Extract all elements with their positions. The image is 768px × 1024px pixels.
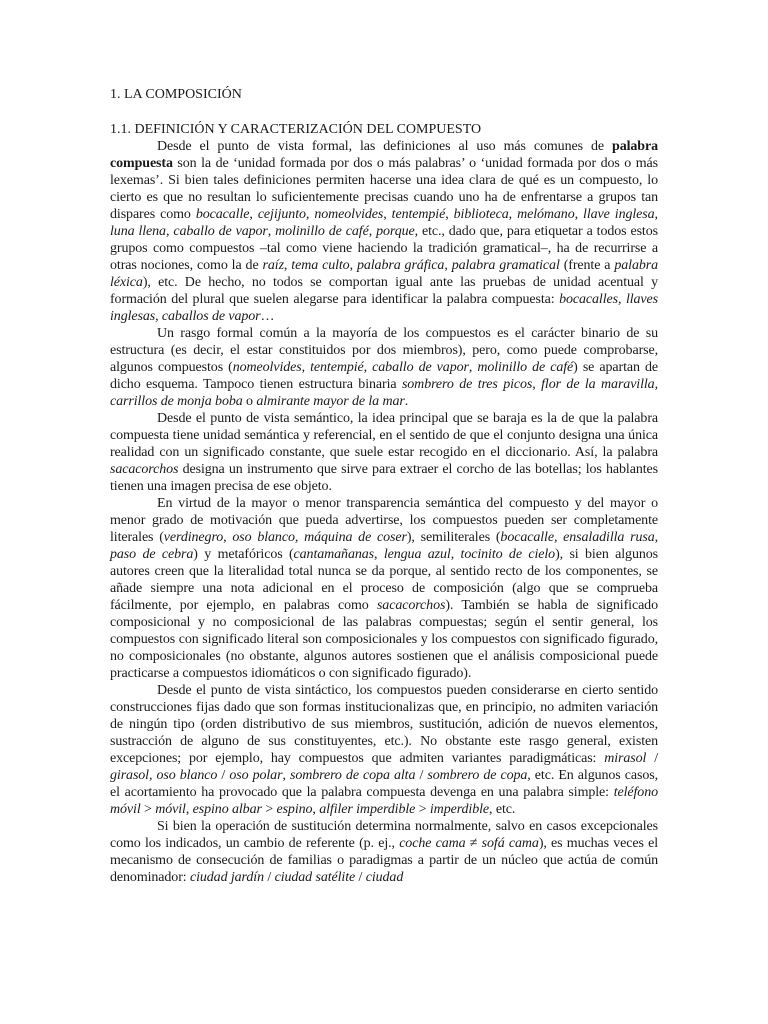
- italic-term: nomeolvides: [232, 360, 302, 375]
- italic-term: sombrero de copa: [427, 768, 528, 783]
- text-run: Desde el punto de vista sintáctico, los compuestos pueden considerarse en cierto sentido construcciones fijas dado que son formas institucionalizas que, en principio, no admiten variación de ningún tipo (orden distributivo de sus miembros, sustitución, adición de nuevos elementos, sustracción de alguno de sus constituyentes, etc.). No obstante este rasgo general, existen excepciones; por ejemplo, hay compuestos que admiten variantes paradigmáticas:: [110, 683, 658, 766]
- text-run: ) y metafóricos (: [193, 547, 294, 562]
- text-run: ,: [282, 768, 290, 783]
- text-run: ,: [155, 309, 162, 324]
- italic-term: molinillo de café: [275, 224, 369, 239]
- italic-term: bocacalle: [500, 530, 554, 545]
- text-run: ,: [267, 224, 276, 239]
- italic-term: caballo de vapor: [372, 360, 469, 375]
- italic-term: oso blanco: [156, 768, 218, 783]
- italic-term: mirasol: [604, 751, 647, 766]
- italic-term: ensaladilla rusa: [563, 530, 655, 545]
- italic-term: oso polar: [229, 768, 283, 783]
- text-run: ,: [383, 207, 392, 222]
- italic-term: cantamañanas: [293, 547, 375, 562]
- text-run: , etc., dado que, para etiquetar a todos estos grupos como compuestos –tal como viene haciendo la tradición gramatical–, ha de recurrirse a otras nociones, como la de: [110, 224, 658, 273]
- italic-term: tentempié: [391, 207, 446, 222]
- italic-term: bocacalle: [195, 207, 250, 222]
- italic-term: flor de la maravilla: [541, 377, 655, 392]
- text-run: …: [260, 309, 275, 324]
- text-run: ,: [301, 360, 311, 375]
- text-run: ). También se habla de significado composicional y no composicional de las palabras compuestas; según el sentir general, los compuestos con significado literal son composicionales y los compuestos con significado figurado, no composicionales (no obstante, algunos autores sostienen que el análisis composicional puede practicarse a compuestos idiomáticos o con significado figurado).: [110, 598, 658, 681]
- text-run: ,: [654, 530, 658, 545]
- text-run: ,: [249, 207, 258, 222]
- text-run: ,: [617, 292, 626, 307]
- italic-term: sacacorchos: [376, 598, 446, 613]
- italic-term: oso blanco: [232, 530, 295, 545]
- paragraph-syntactic: [110, 682, 658, 818]
- text-run: ,: [294, 530, 305, 545]
- text-run: ,: [283, 258, 292, 273]
- text-run: ,: [165, 224, 174, 239]
- text-run: /: [355, 870, 366, 885]
- text-run: ,: [574, 207, 584, 222]
- paragraph-formal: [110, 138, 658, 325]
- italic-term: lengua azul: [383, 547, 451, 562]
- text-run: designa un instrumento que sirve para extraer el corcho de las botellas; los hablantes tienen una imagen precisa de ese objeto.: [110, 462, 658, 494]
- text-run: ,: [374, 547, 384, 562]
- text-run: ), es muchas veces el mecanismo de consecución de familias o paradigmas a partir de un núcleo que actúa de común denominador:: [110, 836, 658, 885]
- italic-term: sombrero de copa alta: [289, 768, 416, 783]
- italic-term: girasol: [110, 768, 149, 783]
- text-run: ,: [450, 547, 461, 562]
- text-run: /: [263, 870, 275, 885]
- italic-term: nomeolvides: [314, 207, 384, 222]
- text-run: (frente a: [559, 258, 615, 273]
- text-run: ,: [508, 207, 518, 222]
- text-run: ,: [468, 360, 478, 375]
- text-run: .: [404, 394, 409, 409]
- italic-term: raíz: [262, 258, 284, 273]
- body-text: [110, 138, 658, 886]
- text-run: ≠: [465, 836, 482, 851]
- text-run: >: [140, 802, 156, 817]
- text-run: ,: [305, 207, 315, 222]
- text-run: En virtud de la mayor o menor transparencia semántica del compuesto y del mayor o menor grado de motivación que pueda advertirse, los compuestos pueden ser completamente literales (: [110, 496, 658, 545]
- text-run: Si bien la operación de sustitución determina normalmente, salvo en casos excepcionales como los indicados, un cambio de referente (p. ej.,: [110, 819, 658, 851]
- text-run: Desde el punto de vista formal, las definiciones al uso más comunes de: [157, 139, 613, 154]
- italic-term: carrillos de monja boba: [110, 394, 243, 409]
- italic-term: tentempié: [310, 360, 364, 375]
- italic-term: melómano: [517, 207, 575, 222]
- italic-term: palabra gráfica: [356, 258, 445, 273]
- paragraph-semantic: [110, 410, 658, 495]
- italic-term: molinillo de café: [477, 360, 574, 375]
- text-run: , etc.: [489, 802, 516, 817]
- italic-term: caballos de vapor: [161, 309, 261, 324]
- text-run: ,: [444, 258, 452, 273]
- text-run: ) se apartan de dicho esquema. Tampoco tienen estructura binaria: [110, 360, 658, 392]
- text-run: Desde el punto de vista semántico, la idea principal que se baraja es la de que la palabra compuesta tiene unidad semántica y referencial, en el sentido de que el conjunto designa una única realidad con un significado constante, que suele estar recogido en el diccionario. Así, la palabra: [110, 411, 658, 460]
- italic-term: llaves inglesas: [110, 292, 658, 324]
- text-run: ,: [445, 207, 454, 222]
- text-run: ,: [312, 802, 320, 817]
- text-run: >: [415, 802, 430, 817]
- text-run: ,: [185, 802, 193, 817]
- italic-term: verdinegro: [163, 530, 224, 545]
- italic-term: alfiler imperdible: [319, 802, 416, 817]
- italic-term: luna llena: [110, 224, 166, 239]
- italic-term: espino albar: [192, 802, 262, 817]
- italic-term: sacacorchos: [110, 462, 179, 477]
- italic-term: palabra léxica: [110, 258, 658, 290]
- italic-term: espino: [276, 802, 313, 817]
- paragraph-binary-structure: [110, 325, 658, 410]
- subsection-heading: 1.1. DEFINICIÓN Y CARACTERIZACIÓN DEL COMPUESTO: [110, 122, 482, 137]
- text-run: ,: [654, 207, 658, 222]
- text-run: ,: [532, 377, 542, 392]
- italic-term: móvil: [155, 802, 186, 817]
- italic-term: biblioteca: [453, 207, 509, 222]
- italic-term: cejijunto: [257, 207, 306, 222]
- text-run: ,: [368, 224, 377, 239]
- text-run: Un rasgo formal común a la mayoría de los compuestos es el carácter binario de su estructura (es decir, el estar constituidos por dos miembros), pero, como puede comprobarse, algunos compuestos (: [110, 326, 658, 375]
- text-run: son la de ‘unidad formada por dos o más palabras’ o ‘unidad formada por dos o más lexemas’. Si bien tales definiciones permiten hacerse una idea clara de qué es un compuesto, lo cierto es que no resultan lo suficientemente precisas cuando uno ha de enfrentarse a grupos tan dispares como: [110, 156, 658, 222]
- paragraph-transparency: [110, 495, 658, 682]
- italic-term: sombrero de tres picos: [401, 377, 533, 392]
- text-run: ,: [363, 360, 373, 375]
- italic-term: ciudad satélite: [274, 870, 356, 885]
- italic-term: palabra gramatical: [451, 258, 560, 273]
- italic-term: almirante mayor de la mar: [256, 394, 405, 409]
- italic-term: tocinito de cielo: [460, 547, 556, 562]
- italic-term: coche cama: [399, 836, 466, 851]
- text-run: ,: [553, 530, 564, 545]
- paragraph-substitution: [110, 818, 658, 886]
- text-run: ), semiliterales (: [406, 530, 501, 545]
- italic-term: porque: [376, 224, 415, 239]
- section-heading: 1. LA COMPOSICIÓN: [110, 87, 242, 102]
- italic-term: máquina de coser: [304, 530, 407, 545]
- text-run: ,: [223, 530, 233, 545]
- text-run: /: [415, 768, 428, 783]
- italic-term: teléfono móvil: [110, 785, 658, 817]
- text-run: ), si bien algunos autores creen que la literalidad total nunca se da porque, al sentido recto de los componentes, se añade siempre una nota adicional en el proceso de composición (algo que se comprueba fácilmente, por ejemplo, en palabras como: [110, 547, 658, 613]
- italic-term: ciudad jardín: [189, 870, 264, 885]
- italic-term: paso de cebra: [110, 547, 194, 562]
- text-run: /: [646, 751, 658, 766]
- text-run: , etc. En algunos casos, el acortamiento ha provocado que la palabra compuesta devenga en una palabra simple:: [110, 768, 658, 800]
- italic-term: sofá cama: [481, 836, 539, 851]
- italic-term: tema culto: [291, 258, 350, 273]
- italic-term: bocacalles: [559, 292, 618, 307]
- text-run: >: [261, 802, 277, 817]
- italic-term: caballo de vapor: [173, 224, 268, 239]
- text-run: ,: [148, 768, 157, 783]
- text-run: ), etc. De hecho, no todos se comportan igual ante las pruebas de unidad acentual y formación del plural que suelen alegarse para identificar la palabra compuesta:: [110, 275, 658, 307]
- bold-term: palabra compuesta: [110, 139, 658, 171]
- italic-term: imperdible: [429, 802, 490, 817]
- text-run: ,: [654, 377, 658, 392]
- italic-term: ciudad: [365, 870, 404, 885]
- text-run: /: [217, 768, 230, 783]
- text-run: ,: [349, 258, 357, 273]
- text-run: o: [242, 394, 257, 409]
- italic-term: llave inglesa: [583, 207, 655, 222]
